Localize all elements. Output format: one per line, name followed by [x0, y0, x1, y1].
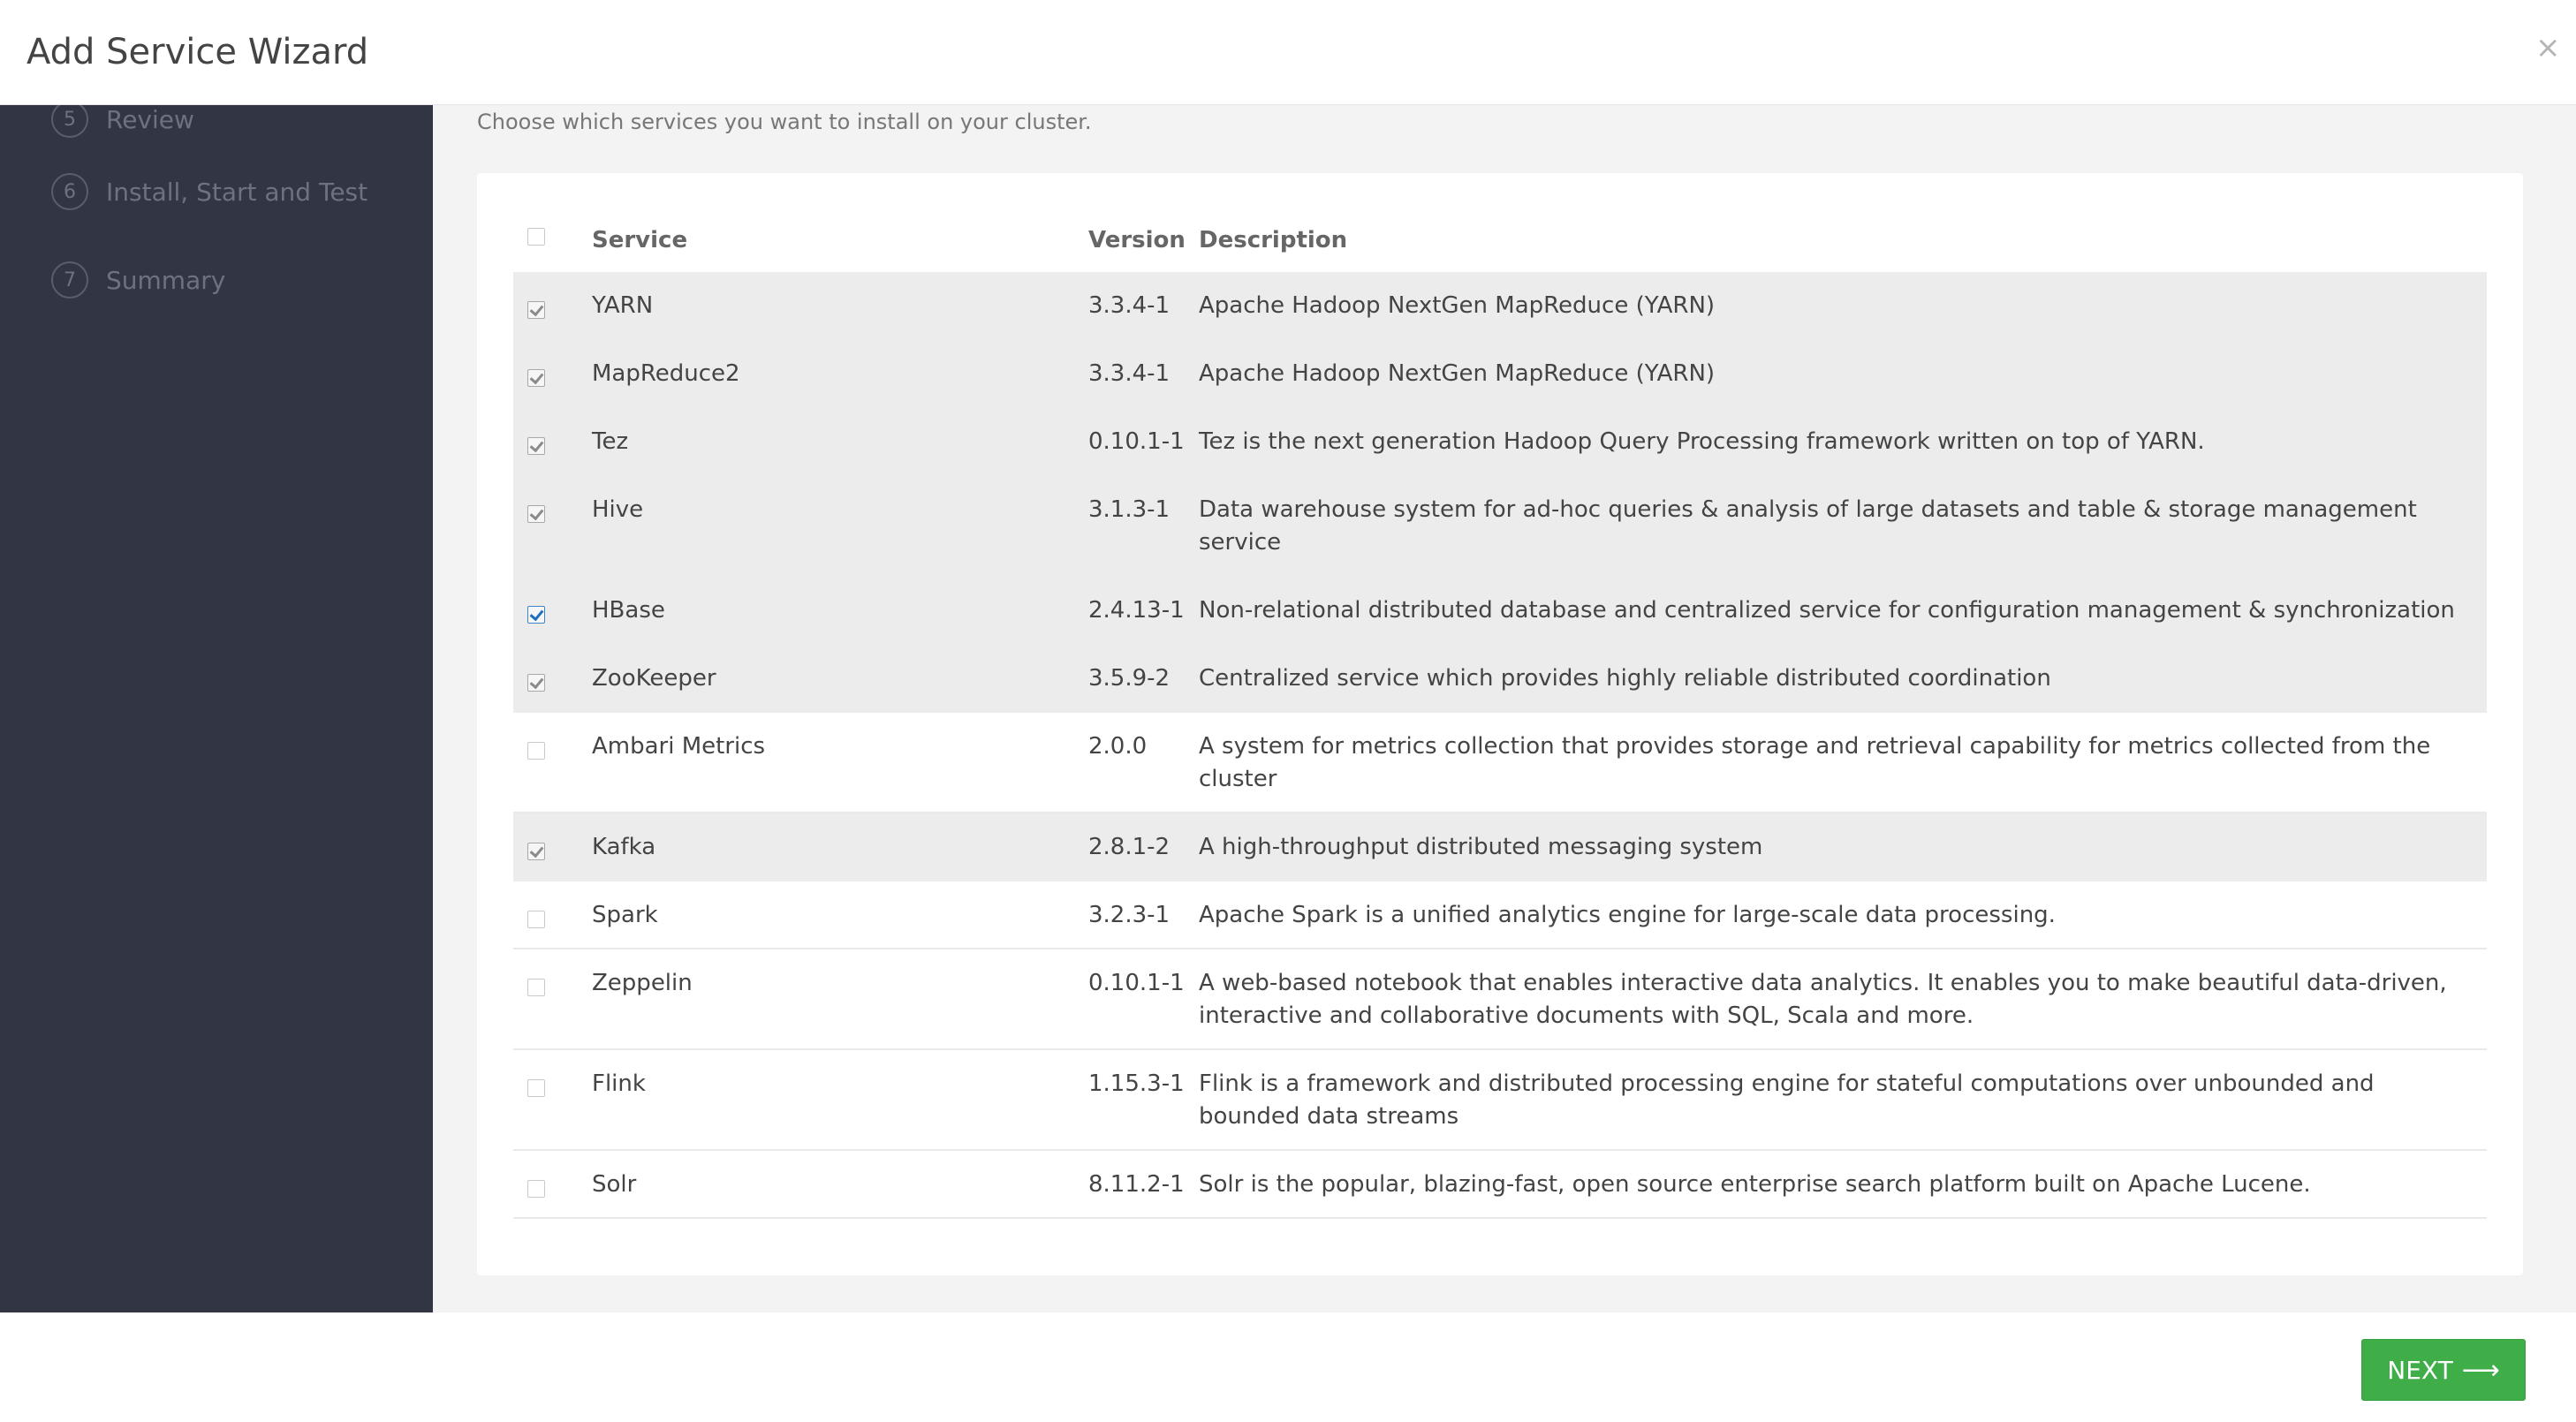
services-table-body	[513, 272, 2487, 1218]
service-description: Apache Hadoop NextGen MapReduce (YARN)	[1199, 272, 2487, 339]
close-icon[interactable]: ×	[2535, 30, 2561, 65]
row-checkbox-cell	[513, 475, 592, 576]
service-name: Hive	[592, 475, 1088, 576]
row-checkbox-cell	[513, 644, 592, 712]
service-version: 3.1.3-1	[1088, 475, 1199, 576]
service-name: Zeppelin	[592, 949, 1088, 1049]
service-checkbox[interactable]	[527, 674, 545, 692]
service-description: Tez is the next generation Hadoop Query Processing framework written on top of YARN.	[1199, 407, 2487, 475]
modal-header	[0, 0, 2576, 105]
service-name: YARN	[592, 272, 1088, 339]
intro-text: Choose which services you want to install on your cluster.	[477, 110, 1092, 134]
service-checkbox[interactable]	[527, 606, 545, 624]
step-label: Install, Start and Test	[106, 177, 368, 207]
service-description: A high-throughput distributed messaging system	[1199, 813, 2487, 881]
step-review[interactable]	[51, 104, 194, 141]
column-header-description: Description	[1199, 227, 1348, 253]
row-checkbox-cell	[513, 339, 592, 407]
service-description: Solr is the popular, blazing-fast, open source enterprise search platform built on Apache Lucene.	[1199, 1150, 2487, 1218]
services-card	[477, 173, 2523, 1275]
table-row	[513, 475, 2487, 576]
row-checkbox-cell	[513, 1049, 592, 1150]
service-name: ZooKeeper	[592, 644, 1088, 712]
service-description: A web-based notebook that enables interactive data analytics. It enables you to make beautiful data-driven, interactive and collaborative documents with SQL, Scala and more.	[1199, 949, 2487, 1049]
service-name: Flink	[592, 1049, 1088, 1150]
row-checkbox-cell	[513, 813, 592, 881]
row-checkbox-cell	[513, 576, 592, 644]
table-header-row	[513, 208, 2487, 272]
row-checkbox-cell	[513, 881, 592, 949]
next-button-label: NEXT	[2387, 1355, 2453, 1385]
service-checkbox[interactable]	[527, 742, 545, 760]
table-row	[513, 576, 2487, 644]
select-all-checkbox[interactable]	[527, 228, 545, 246]
service-description: Non-relational distributed database and centralized service for configuration management & synchronization	[1199, 576, 2487, 644]
table-row	[513, 949, 2487, 1049]
service-version: 2.0.0	[1088, 712, 1199, 813]
service-version: 3.3.4-1	[1088, 339, 1199, 407]
service-version: 2.4.13-1	[1088, 576, 1199, 644]
service-description: Centralized service which provides highly reliable distributed coordination	[1199, 644, 2487, 712]
service-name: Ambari Metrics	[592, 712, 1088, 813]
table-row	[513, 813, 2487, 881]
table-row	[513, 1150, 2487, 1218]
main-content	[433, 104, 2576, 1312]
service-name: Spark	[592, 881, 1088, 949]
row-checkbox-cell	[513, 712, 592, 813]
modal-title: Add Service Wizard	[27, 32, 369, 72]
service-version: 8.11.2-1	[1088, 1150, 1199, 1218]
services-table	[513, 208, 2487, 1219]
column-header-service: Service	[592, 227, 688, 253]
service-version: 3.5.9-2	[1088, 644, 1199, 712]
row-checkbox-cell	[513, 1150, 592, 1218]
service-checkbox[interactable]	[527, 437, 545, 455]
service-checkbox[interactable]	[527, 505, 545, 523]
service-name: HBase	[592, 576, 1088, 644]
service-version: 3.3.4-1	[1088, 272, 1199, 339]
step-number-badge: 7	[51, 261, 88, 299]
service-description: A system for metrics collection that provides storage and retrieval capability for metrics collected from the cluster	[1199, 712, 2487, 813]
service-version: 0.10.1-1	[1088, 949, 1199, 1049]
step-number-badge: 5	[51, 104, 88, 138]
service-name: Solr	[592, 1150, 1088, 1218]
service-checkbox[interactable]	[527, 843, 545, 860]
next-button[interactable]	[2361, 1339, 2526, 1401]
row-checkbox-cell	[513, 272, 592, 339]
service-version: 1.15.3-1	[1088, 1049, 1199, 1150]
step-install-start-test[interactable]	[51, 170, 367, 214]
table-row	[513, 644, 2487, 712]
service-checkbox[interactable]	[527, 369, 545, 387]
service-description: Apache Spark is a unified analytics engine for large-scale data processing.	[1199, 881, 2487, 949]
service-name: MapReduce2	[592, 339, 1088, 407]
service-description: Apache Hadoop NextGen MapReduce (YARN)	[1199, 339, 2487, 407]
service-version: 2.8.1-2	[1088, 813, 1199, 881]
row-checkbox-cell	[513, 407, 592, 475]
service-name: Tez	[592, 407, 1088, 475]
table-row	[513, 272, 2487, 339]
service-checkbox[interactable]	[527, 301, 545, 319]
service-name: Kafka	[592, 813, 1088, 881]
step-label: Review	[106, 104, 194, 134]
service-version: 0.10.1-1	[1088, 407, 1199, 475]
table-row	[513, 881, 2487, 949]
service-checkbox[interactable]	[527, 911, 545, 928]
service-description: Flink is a framework and distributed processing engine for stateful computations over unbounded and bounded data streams	[1199, 1049, 2487, 1150]
service-checkbox[interactable]	[527, 979, 545, 996]
service-version: 3.2.3-1	[1088, 881, 1199, 949]
modal-footer	[0, 1312, 2576, 1422]
service-description: Data warehouse system for ad-hoc queries & analysis of large datasets and table & storage management service	[1199, 475, 2487, 576]
arrow-right-icon: ⟶	[2461, 1354, 2500, 1386]
step-label: Summary	[106, 265, 226, 295]
service-checkbox[interactable]	[527, 1180, 545, 1198]
table-row	[513, 339, 2487, 407]
column-header-version: Version	[1088, 227, 1186, 253]
step-summary[interactable]	[51, 258, 225, 302]
step-number-badge: 6	[51, 173, 88, 210]
wizard-steps-sidebar	[0, 104, 433, 1312]
service-checkbox[interactable]	[527, 1079, 545, 1097]
row-checkbox-cell	[513, 949, 592, 1049]
select-all-cell	[513, 208, 592, 272]
table-row	[513, 407, 2487, 475]
table-row	[513, 712, 2487, 813]
table-row	[513, 1049, 2487, 1150]
